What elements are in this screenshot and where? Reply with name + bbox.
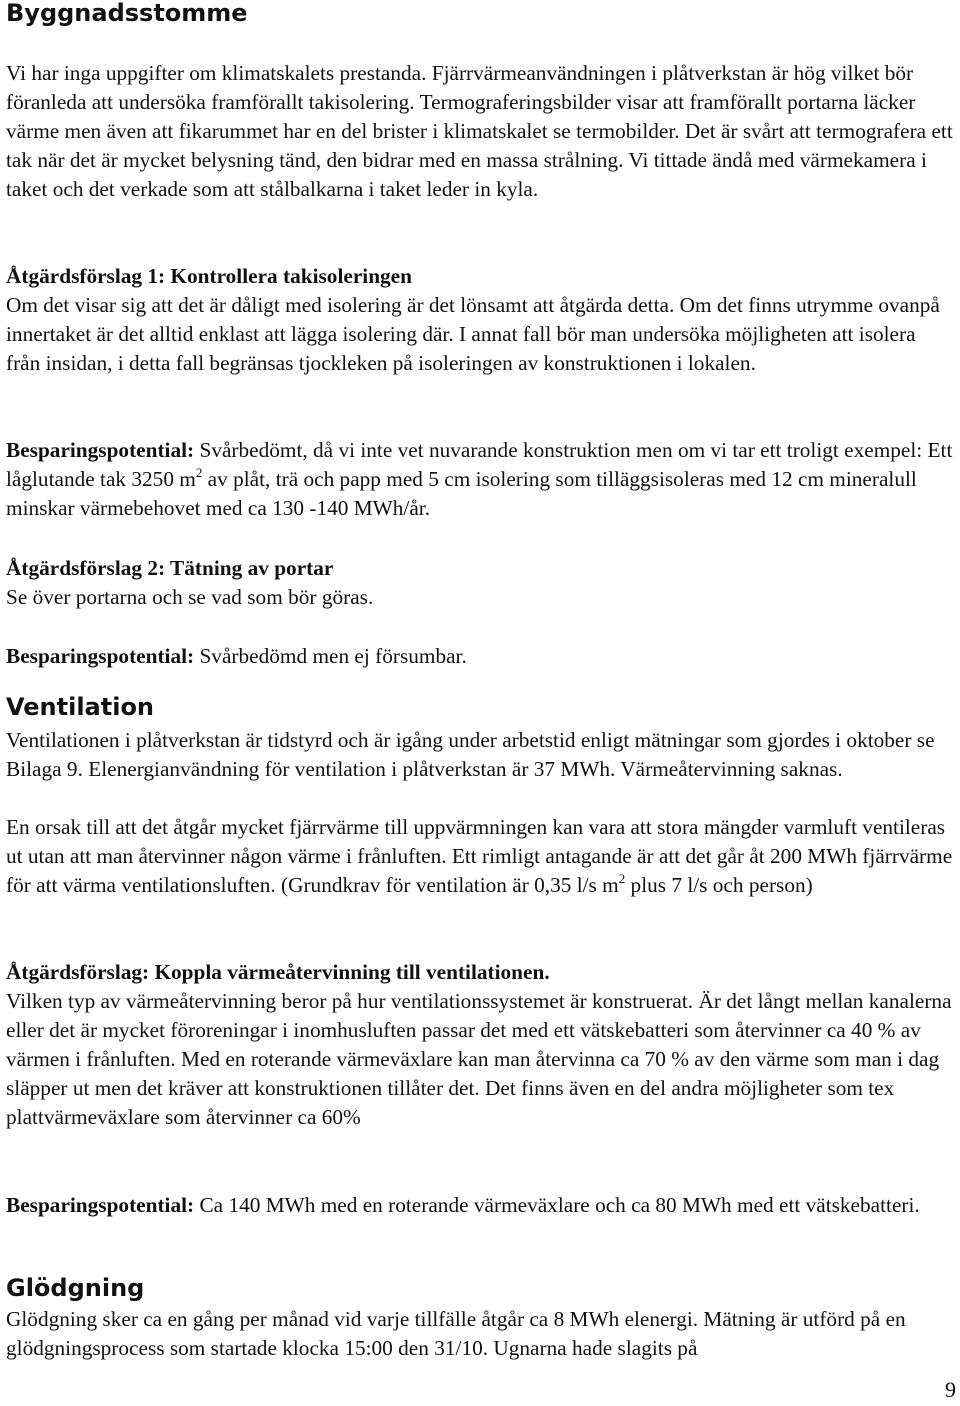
section-heading-ventilation: Ventilation bbox=[6, 693, 155, 721]
action-proposal-1 bbox=[6, 262, 954, 378]
savings-potential-2 bbox=[6, 642, 954, 671]
ventilation-action-body: Vilken typ av värmeåtervinning beror på hur ventilationssystemet är konstruerat. Är det långt mellan kanalerna eller det är mycket föroreningar i inomhusluften passar det med ett vätskebatteri som återvinner ca 40 % av värmen i frånluften. Med en roterande värmeväxlare kan man återvinna ca 70 % av den värme som man i dag släpper ut men det kräver att konstruktionen tillåter det. Det finns även en del andra möjligheter som tex plattvärmeväxlare som återvinner ca 60% bbox=[6, 989, 952, 1129]
savings-text: Ca 140 MWh med en roterande värmeväxlare och ca 80 MWh med ett vätskebatteri. bbox=[194, 1193, 920, 1217]
superscript: 2 bbox=[618, 871, 626, 886]
ventilation-savings-potential bbox=[6, 1191, 954, 1220]
page-number: 9 bbox=[945, 1377, 956, 1402]
savings-potential-1 bbox=[6, 436, 954, 523]
byggnadsstomme-intro: Vi har inga uppgifter om klimatskalets prestanda. Fjärrvärmeanvändningen i plåtverkstan är hög vilket bör föranleda att undersöka framförallt takisolering. Termograferingsbilder visar att framförallt portarna läcker värme men även att fikarummet har en del brister i klimatskalet se termobilder. Det är svårt att termografera ett tak när det är mycket belysning tänd, den bidrar med en massa strålning. Vi tittade ändå med värmekamera i taket och det verkade som att stålbalkarna i taket leder in kyla. bbox=[6, 61, 953, 201]
section-heading-byggnadsstomme: Byggnadsstomme bbox=[6, 0, 248, 27]
action-proposal-2 bbox=[6, 554, 954, 612]
superscript: 2 bbox=[195, 465, 203, 480]
ventilation-paragraph-2 bbox=[6, 813, 954, 900]
savings-text-cont: av plåt, trä och papp med 5 cm isolering som tilläggsisoleras med 12 cm mineralull minskar värmebehovet med ca 130 -140 MWh/år. bbox=[6, 467, 917, 520]
action-proposal-2-body: Se över portarna och se vad som bör göras. bbox=[6, 585, 374, 609]
ventilation-paragraph-2-text: En orsak till att det åtgår mycket fjärrvärme till uppvärmningen kan vara att stora mängder varmluft ventileras ut utan att man återvinner någon värme i frånluften. Ett rimligt antagande är att det går åt 200 MWh fjärrvärme för att värma ventilationsluften. (Grundkrav för ventilation är 0,35 l/s m bbox=[6, 815, 953, 897]
action-proposal-1-body: Om det visar sig att det är dåligt med isolering är det lönsamt att åtgärda detta. Om det finns utrymme ovanpå innertaket är det alltid enklast att lägga isolering där. I annat fall bör man undersöka möjligheten att isolera från insidan, i detta fall begränsas tjockleken på isoleringen av konstruktionen i lokalen. bbox=[6, 293, 940, 375]
action-proposal-2-title: Åtgärdsförslag 2: Tätning av portar bbox=[6, 556, 334, 580]
ventilation-action-title: Åtgärdsförslag: Koppla värmeåtervinning till ventilationen. bbox=[6, 960, 550, 984]
ventilation-action-proposal bbox=[6, 958, 954, 1132]
action-proposal-1-title: Åtgärdsförslag 1: Kontrollera takisoleringen bbox=[6, 264, 412, 288]
ventilation-paragraph-2-text-cont: plus 7 l/s och person) bbox=[625, 873, 813, 897]
savings-label: Besparingspotential: bbox=[6, 1193, 195, 1217]
savings-label: Besparingspotential: bbox=[6, 644, 195, 668]
savings-label: Besparingspotential: bbox=[6, 438, 195, 462]
savings-text: Svårbedömt, då vi inte vet nuvarande konstruktion men om vi tar ett troligt exempel: Ett låglutande tak 3250 m bbox=[6, 438, 953, 491]
glodgning-paragraph: Glödgning sker ca en gång per månad vid varje tillfälle åtgår ca 8 MWh elenergi. Mätning är utförd på en glödgningsprocess som startade klocka 15:00 den 31/10. Ugnarna hade slagits på bbox=[6, 1307, 906, 1360]
savings-text: Svårbedömd men ej försumbar. bbox=[194, 644, 467, 668]
ventilation-paragraph-1: Ventilationen i plåtverkstan är tidstyrd och är igång under arbetstid enligt mätningar som gjordes i oktober se Bilaga 9. Elenergianvändning för ventilation i plåtverkstan är 37 MWh. Värmeåtervinning saknas. bbox=[6, 728, 935, 781]
section-heading-glodgning: Glödgning bbox=[6, 1274, 145, 1302]
